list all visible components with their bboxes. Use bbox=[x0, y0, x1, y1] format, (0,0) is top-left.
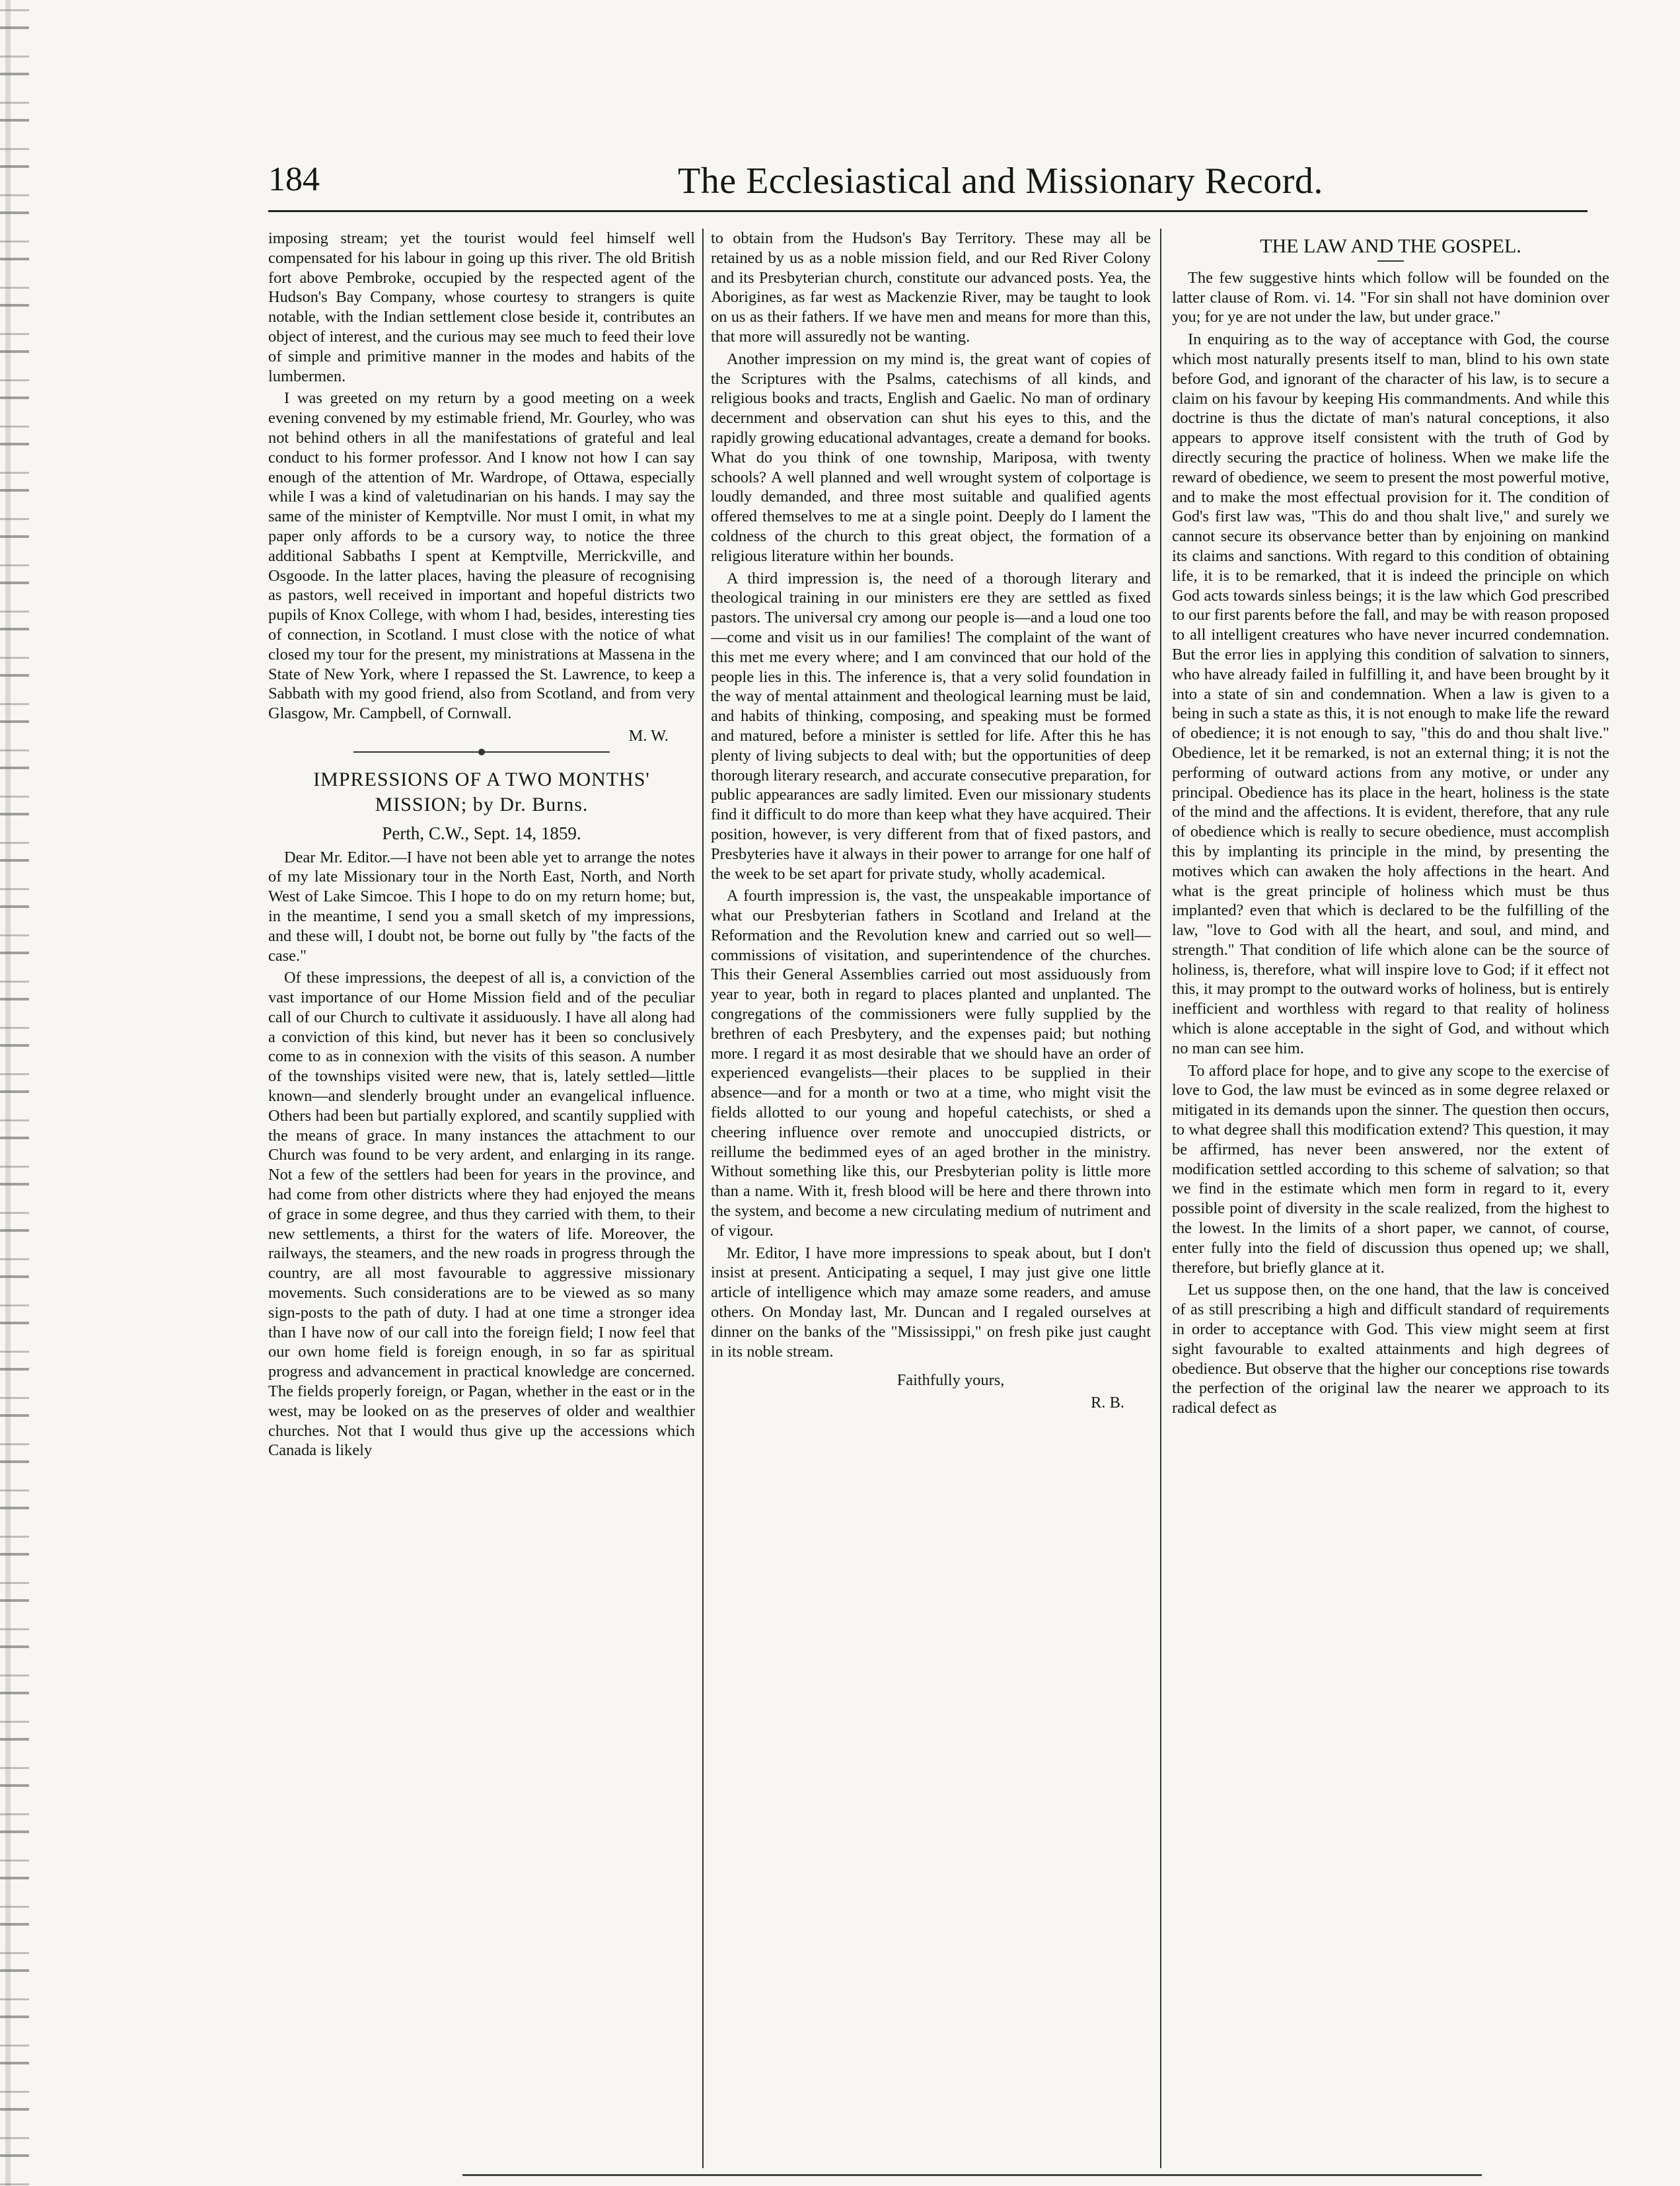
paragraph: The few suggestive hints which follow will be founded on the latter clause of Rom. vi. 14. "For sin shall not have dominion over you; for ye are not under the law, but under grace." bbox=[1172, 268, 1609, 326]
paragraph: imposing stream; yet the tourist would feel himself well compensated for his labour in going up this river. The old British fort above Pembroke, occupied by the respected agent of the Hudson's Bay Company, whose courtesy to strangers is quite notable, with the Indian settlement close beside it, contributes an object of interest, and the curious may see much to feed their love of simple and primitive manner in the modes and habits of the lumbermen. bbox=[268, 229, 695, 385]
paragraph: I was greeted on my return by a good meeting on a week evening convened by my estimable friend, Mr. Gourley, who was not behind others in all the manifestations of grateful and leal conduct to his former professor. And I know not how I can say enough of the attention of Mr. Wardrope, of Ottawa, especially while I was a kind of valetudinarian on his hands. I may say the same of the minister of Kemptville. Nor must I omit, in what my paper only affords to be a cursory way, to notice the three additional Sabbaths I spent at Kemptville, Merrickville, and Osgoode. In the latter places, having the pleasure of recognising as pastors, well received in important and hopeful districts two pupils of Knox College, with whom I had, besides, interesting ties of connection, in Scotland. I must close with the notice of what closed my tour for the present, my ministrations at Massena in the State of New York, where I repassed the St. Lawrence, to keep a Sabbath with my good friend, also from Scotland, and from very Glasgow, Mr. Campbell, of Cornwall. bbox=[268, 389, 695, 723]
dateline: Perth, C.W., Sept. 14, 1859. bbox=[382, 823, 581, 843]
paragraph: A third impression is, the need of a thorough literary and theological training in our ministers ere they are settled as fixed pastors. The universal cry among our people is—and a loud one too—come and visit us in our families! The complaint of the want of this met me every where; and I am convinced that our hold of the people lies in this. The inference is, that a very solid foundation in the way of mental attainment and theological learning must be laid, and habits of thinking, composing, and speaking must be formed and matured, before a minister is settled for life. After this he has plenty of living subjects to deal with; but the opportunities of deep thorough literary research, and accurate consecutive preparation, for public appearances are sadly limited. Even our missionary students find it difficult to do more than keep what they have acquired. Their position, however, is very different from that of fixed pastors, and Presbyteries have it always in their power to arrange for one half of the week to be set apart for private study, wholly academical. bbox=[711, 569, 1151, 883]
page-number: 184 bbox=[268, 161, 320, 198]
column-divider bbox=[702, 229, 704, 2168]
paragraph: Let us suppose then, on the one hand, that the law is conceived of as still prescribing a high and difficult standard of requirements in order to acceptance with God. This view might seem at first sight favourable to exalted attainments and high degrees of obedience. But observe that the higher our conceptions rise towards the perfection of the original law the nearer we approach to its radical defect as bbox=[1172, 1281, 1609, 1417]
paragraph: In enquiring as to the way of acceptance with God, the course which most naturally presents itself to man, blind to his own state before God, and ignorant of the character of his law, is to secure a claim on his favour by keeping His commandments. And while this doctrine is thus the dictate of man's natural conceptions, it also appears to approve itself consistent with the truth of God by directly securing the practice of holiness. When we make life the reward of obedience, we seem to present the most powerful motive, and to make the most effectual provision for it. The condition of God's first law was, "This do and thou shalt live," and surely we cannot secure its observance better than by enjoining on mankind its claims and sanctions. With regard to this condition of obtaining life, it is to be remarked, that it is indeed the principle on which God acts towards sinless beings; it is the law which God prescribed to our first parents before the fall, and may be with reason proposed to all intelligent creatures who have never incurred condemnation. But the error lies in applying this condition of salvation to sinners, who have already failed in fulfilling it, and have been brought by it into a state of sin and condemnation. When a law is given to a being in such a state as this, it is not enough to make life the reward of obedience; it is not enough to say, "this do and thou shalt live." Obedience, let it be remarked, is not an external thing; it is not the performing of outward actions from any motive, or under any principal. Obedience has its place in the heart, holiness is the state of the mind and the affections. It is evident, therefore, that any rule of obedience which is really to secure obedience, must accomplish this by implanting its principle in the mind, by presenting the motives which can awaken the holy affections in the heart. And what is the great principle of holiness which must be thus implanted? even that which is declared to be the fulfilling of the law, "love to God with all the heart, and soul, and mind, and strength." That condition of life which alone can be the source of holiness, is, therefore, what will inspire love to God; if it effect not this, it may prompt to the outward works of holiness, but is entirely inefficient and worthless with regard to that reality of holiness which is alone acceptable in the sight of God, and without which no man can see him. bbox=[1172, 330, 1609, 1057]
column-right bbox=[1172, 229, 1609, 2168]
letter-signature: R. B. bbox=[1091, 1394, 1124, 1412]
page-header bbox=[268, 160, 1594, 205]
column-divider bbox=[1160, 229, 1161, 2168]
paragraph: To afford place for hope, and to give any scope to the exercise of love to God, the law must be evinced as in some degree relaxed or mitigated in its demands upon the sinner. The question then occurs, to what degree shall this modification extend? This question, it may be affirmed, has never been answered, nor the extent of modification settled according to this scheme of salvation; so that we find in the estimate which men form in regard to it, every possible point of diversity in the scale realized, from the highest to the lowest. In the limits of a short paper, we cannot, of course, enter fully into the field of discussion thus opened up; we shall, therefore, but briefly glance at it. bbox=[1172, 1061, 1609, 1277]
section-ornament bbox=[353, 751, 610, 759]
column-middle bbox=[711, 229, 1151, 2168]
paragraph: Another impression on my mind is, the great want of copies of the Scriptures with the Psalms, catechisms of all kinds, and religious books and tracts, English and Gaelic. No man of ordinary decernment and observation can shut his eyes to this, and the rapidly growing educational advantages, create a demand for books. What do you think of one township, Mariposa, with twenty schools? A well planned and well wrought system of colportage is loudly demanded, and three most suitable and qualified agents offered themselves to me at a single point. Deeply do I lament the coldness of the church to this great object, the formation of a religious literature within her bounds. bbox=[711, 350, 1151, 565]
scanned-page-edge bbox=[0, 0, 29, 2186]
article-heading: THE LAW AND THE GOSPEL. bbox=[1260, 235, 1521, 257]
paragraph: A fourth impression is, the vast, the unspeakable importance of what our Presbyterian fathers in Scotland and Ireland at the Reformation and the Revolution knew and carried out so well—commissions of visitation, and superintendence of the churches. This their General Assemblies carried out most assiduously from year to year, both in regard to places planted and unplanted. The congregations of the commissioners were fully supplied by the brethren of each Presbytery, and the expenses paid; but nothing more. I regard it as most desirable that we should have an order of experienced evangelists—their places to be supplied in their absence—and for a month or two at a time, who might visit the fields allotted to our young and hopeful catechists, or shed a cheering influence over remote and unoccupied districts, or reillume the bedimmed eyes of an aged brother in the ministry. Without something like this, our Presbyterian polity is little more than a name. With it, fresh blood will be here and there thrown into the system, and become a new circulating medium of nutriment and of vigour. bbox=[711, 887, 1151, 1240]
letter-closing: Faithfully yours, bbox=[896, 1371, 1005, 1390]
heading-rule bbox=[1377, 260, 1404, 262]
paragraph: Dear Mr. Editor.—I have not been able yet to arrange the notes of my late Missionary tour in the North East, North, and North West of Lake Simcoe. This I hope to do on my return home; but, in the meantime, I send you a small sketch of my impressions, and these will, I doubt not, be borne out fully by "the facts of the case." bbox=[268, 848, 695, 965]
footer-rule bbox=[462, 2174, 1482, 2176]
column-left bbox=[268, 229, 695, 2168]
article-signature: M. W. bbox=[628, 726, 669, 745]
paragraph: to obtain from the Hudson's Bay Territory. These may all be retained by us as a noble mission field, and our Red River Colony and its Presbyterian church, constitute our advanced posts. Yea, the Aborigines, as far west as Mackenzie River, may be taught to look on us as their fathers. If we have men and means for more than this, that more will assuredly not be wanting. bbox=[711, 229, 1151, 346]
paragraph: Mr. Editor, I have more impressions to speak about, but I don't insist at present. Anticipating a sequel, I may just give one little article of intelligence which may amaze some readers, and amuse others. On Monday last, Mr. Duncan and I regaled ourselves at dinner on the banks of the "Mississippi," on fresh pike just caught in its noble stream. bbox=[711, 1244, 1151, 1361]
header-rule bbox=[268, 210, 1588, 212]
article-heading: IMPRESSIONS OF A TWO MONTHS' MISSION; by Dr. Burns. bbox=[313, 768, 650, 815]
paragraph: Of these impressions, the deepest of all is, a conviction of the vast importance of our Home Mission field and of the peculiar call of our Church to cultivate it assiduously. I have all along had a conviction of this kind, but never has it been so conclusively come to as in connexion with the visits of this season. A number of the townships visited were new, that is, lately settled—little known—and slenderly brought under an evangelical influence. Others had been but partially explored, and scantily supplied with the means of grace. In many instances the attachment to our Church was found to be very ardent, and enlarging in its range. Not a few of the settlers had been for years in the province, and had come from other districts where they had enjoyed the means of grace in some degree, and thus they carried with them, to their new settlements, a thirst for the waters of life. Moreover, the railways, the steamers, and the new roads in progress through the country, are all most favourable to aggressive missionary movements. Such considerations are to be viewed as so many sign-posts to the path of duty. I had at one time a stronger idea than I have now of our call into the foreign field; I now feel that our own home field is foreign enough, in so far as spiritual progress and advancement in practical knowledge are concerned. The fields properly foreign, or Pagan, whether in the east or in the west, may be looked on as the preserves of older and wealthier churches. Not that I would thus give up the accessions which Canada is likely bbox=[268, 969, 695, 1460]
running-title: The Ecclesiastical and Missionary Record. bbox=[678, 161, 1323, 202]
